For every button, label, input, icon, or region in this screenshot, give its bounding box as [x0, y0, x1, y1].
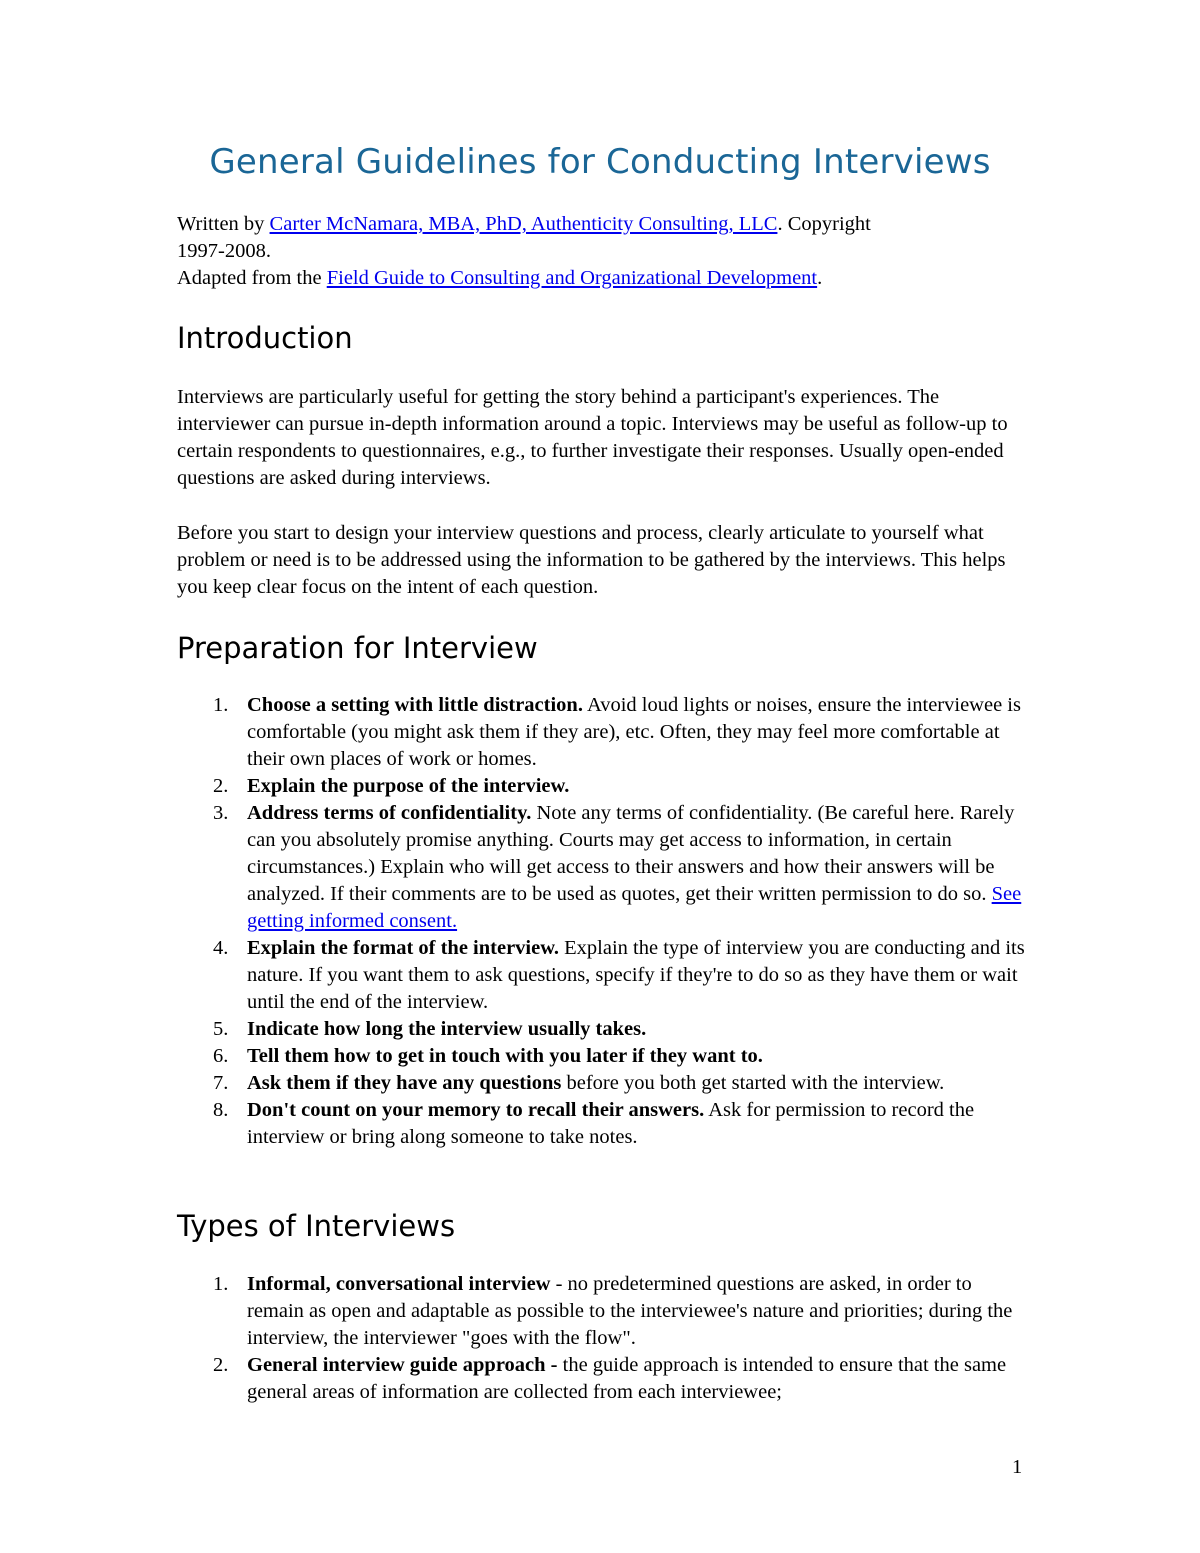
list-item	[177, 1097, 1027, 1151]
list-number: 6.	[213, 1045, 229, 1067]
item-bold-lead: Address terms of confidentiality.	[247, 802, 532, 824]
list-item	[177, 935, 1027, 1016]
list-item	[177, 1271, 1027, 1352]
list-item	[177, 1070, 1027, 1097]
list-number: 4.	[213, 937, 229, 959]
list-number: 1.	[213, 1273, 229, 1295]
list-item	[177, 1043, 1027, 1070]
adapted-from-label: Adapted from the	[177, 267, 327, 289]
list-item	[177, 1016, 1027, 1043]
list-number: 2.	[213, 1354, 229, 1376]
list-item	[177, 773, 1027, 800]
byline	[177, 211, 1027, 292]
introduction-para-2	[177, 520, 1027, 601]
byline-text	[177, 211, 1027, 292]
informed-consent-link[interactable]: See getting informed consent.	[247, 883, 1022, 932]
item-bold-lead: Explain the purpose of the interview.	[247, 775, 570, 797]
item-bold-lead: Explain the format of the interview.	[247, 937, 560, 959]
item-text: the guide approach is intended to ensure that the same general areas of information are collected from each interviewee;	[247, 1354, 1007, 1403]
copyright-text: . Copyright	[777, 213, 871, 235]
item-text: Ask for permission to record the interview or bring along someone to take notes.	[247, 1099, 975, 1148]
item-bold-lead: Ask them if they have any questions	[247, 1072, 562, 1094]
list-number: 1.	[213, 694, 229, 716]
list-item	[177, 1352, 1027, 1406]
field-guide-link[interactable]: Field Guide to Consulting and Organizational Development	[326, 267, 818, 289]
list-number: 3.	[213, 802, 229, 824]
introduction-text-1: Interviews are particularly useful for getting the story behind a participant's experiences. The interviewer can pursue in-depth information around a topic. Interviews may be useful as follow-up to certain respondents to questionnaires, e.g., to further investigate their responses. Usually open-ended questions are asked during interviews.	[177, 386, 1008, 489]
item-bold-lead: Informal, conversational interview	[247, 1273, 551, 1295]
author-link[interactable]: Carter McNamara, MBA, PhD, Authenticity Consulting, LLC	[269, 213, 778, 235]
list-number: 2.	[213, 775, 229, 797]
list-number: 7.	[213, 1072, 229, 1094]
page-title: General Guidelines for Conducting Interviews	[209, 142, 991, 182]
adapted-period: .	[817, 267, 823, 289]
types-list	[177, 1271, 1027, 1406]
written-by-label: Written by	[177, 213, 270, 235]
list-number: 5.	[213, 1018, 229, 1040]
introduction-heading: Introduction	[177, 321, 353, 355]
preparation-heading: Preparation for Interview	[177, 631, 538, 665]
item-bold-lead: Choose a setting with little distraction.	[247, 694, 583, 716]
item-bold-lead: General interview guide approach -	[247, 1354, 558, 1376]
list-number: 8.	[213, 1099, 229, 1121]
item-bold-lead: Indicate how long the interview usually takes.	[247, 1018, 647, 1040]
introduction-para-1	[177, 384, 1027, 492]
item-text: Note any terms of confidentiality. (Be careful here. Rarely can you absolutely promise anything. Courts may get access to information, in certain circumstances.) Explain who will get access to their answers and how their answers will be analyzed. If their comments are to be used as quotes, get their written permission to do so.	[247, 802, 1015, 905]
item-bold-lead: Don't count on your memory to recall their answers.	[247, 1099, 705, 1121]
item-text: Explain the type of interview you are conducting and its nature. If you want them to ask questions, specify if they're to do so as they have them or wait until the end of the interview.	[247, 937, 1025, 1013]
item-text: Avoid loud lights or noises, ensure the interviewee is comfortable (you might ask them if they are), etc. Often, they may feel more comfortable at their own places of work or homes.	[247, 694, 1021, 770]
types-heading: Types of Interviews	[177, 1209, 456, 1243]
list-item	[177, 800, 1027, 935]
list-item	[177, 692, 1027, 773]
item-text: before you both get started with the interview.	[561, 1072, 945, 1094]
item-text: - no predetermined questions are asked, in order to remain as open and adaptable as possible to the interviewee's nature and priorities; during the interview, the interviewer "goes with the flow".	[247, 1273, 1013, 1349]
copyright-years: 1997-2008.	[177, 240, 271, 262]
item-bold-lead: Tell them how to get in touch with you later if they want to.	[247, 1045, 763, 1067]
page-number: 1	[1012, 1456, 1023, 1478]
preparation-list	[177, 692, 1027, 1151]
introduction-text-2: Before you start to design your interview questions and process, clearly articulate to yourself what problem or need is to be addressed using the information to be gathered by the interviews. This helps you keep clear focus on the intent of each question.	[177, 522, 1006, 598]
